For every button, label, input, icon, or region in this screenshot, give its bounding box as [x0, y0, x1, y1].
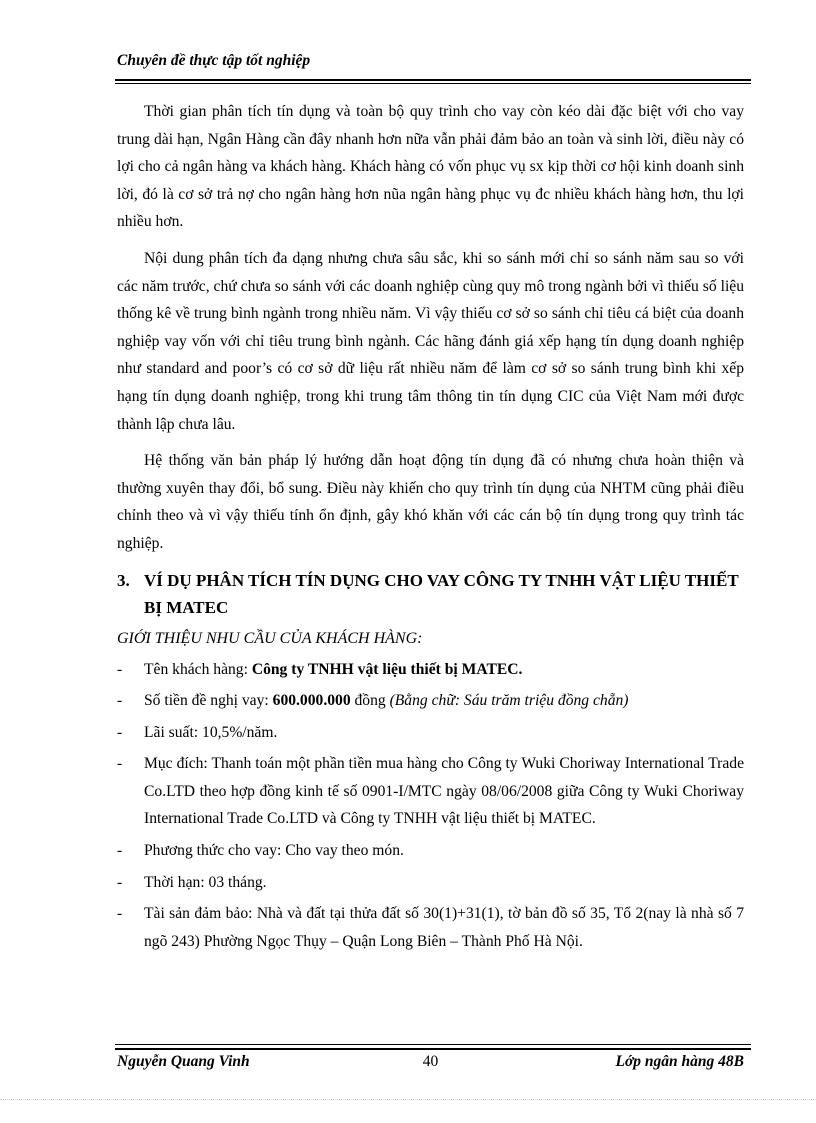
- page-number: 40: [422, 1053, 439, 1070]
- footer-rule: [115, 1048, 751, 1050]
- list-item-interest: [117, 719, 744, 747]
- amount-value: 600.000.000: [272, 692, 351, 710]
- list-dash: -: [117, 692, 123, 710]
- list-dash: -: [117, 723, 123, 741]
- list-dash: -: [117, 905, 123, 923]
- list-dash: -: [117, 755, 123, 773]
- page-break-line: [0, 1099, 816, 1100]
- list-item-collateral: [117, 900, 744, 955]
- list-item-purpose: [117, 750, 744, 833]
- footer-rule-thin: [115, 1044, 751, 1045]
- footer-author: Nguyễn Quang Vinh: [117, 1053, 250, 1070]
- list-item-amount: [117, 687, 744, 715]
- collateral: Tài sản đảm bảo: Nhà và đất tại thửa đất số 30(1)+31(1), tờ bản đồ số 35, Tổ 2(nay là nhà số 7 ngõ 243) Phường Ngọc Thụy – Quận Long Biên – Thành Phố Hà Nội.: [144, 905, 744, 950]
- list-item-method: [117, 837, 744, 865]
- amount-in-words: (Bằng chữ: Sáu trăm triệu đồng chẵn): [389, 692, 629, 710]
- customer-info-list: [117, 656, 744, 956]
- page-header: Chuyên đề thực tập tốt nghiệp: [117, 52, 311, 69]
- customer-name: Công ty TNHH vật liệu thiết bị MATEC.: [251, 660, 523, 678]
- footer-class: Lớp ngân hàng 48B: [615, 1053, 744, 1070]
- list-dash: -: [117, 842, 123, 860]
- list-item-term: [117, 869, 744, 897]
- list-item-customer: [117, 656, 744, 684]
- loan-term: Thời hạn: 03 tháng.: [144, 873, 267, 891]
- list-dash: -: [117, 660, 123, 678]
- interest-rate: Lãi suất: 10,5%/năm.: [144, 723, 278, 741]
- paragraph-analysis-content: Nội dung phân tích đa dạng nhưng chưa sâu sắc, khi so sánh mới chỉ so sánh năm sau so với các năm trước, chứ chưa so sánh với các doanh nghiệp cùng quy mô trong ngành bởi vì thiếu số liệu thống kê về trung bình ngành trong nhiều năm. Vì vậy thiếu cơ sở so sánh chỉ tiêu cá biệt của doanh nghiệp vay vốn với chỉ tiêu trung bình ngành. Các hãng đánh giá xếp hạng tín dụng doanh nghiệp như standard and poor’s có cơ sở dữ liệu rất nhiều năm để làm cơ sở so sánh trung bình khi xếp hạng tín dụng doanh nghiệp, trong khi trung tâm thông tin tín dụng CIC của Việt Nam mới được thành lập chưa lâu.: [117, 249, 744, 433]
- paragraph-credit-time: Thời gian phân tích tín dụng và toàn bộ quy trình cho vay còn kéo dài đặc biệt với cho vay trung dài hạn, Ngân Hàng cần đây nhanh hơn nữa vẫn phải đảm bảo an toàn và sinh lời, điều này có lợi cho cả ngân hàng va khách hàng. Khách hàng có vốn phục vụ sx kịp thời cơ hội kinh doanh sinh lời, đó là cơ sở trả nợ cho ngân hàng hơn nũa ngân hàng phục vụ đc nhiều khách hàng hơn, thu lợi nhiều hơn.: [117, 103, 744, 231]
- loan-method: Phương thức cho vay: Cho vay theo món.: [144, 842, 404, 860]
- header-rule-thin: [115, 83, 751, 84]
- loan-purpose: Mục đích: Thanh toán một phần tiền mua hàng cho Công ty Wuki Choriway International Trade Co.LTD theo hợp đồng kinh tế số 0901-I/MTC ngày 08/06/2008 giữa Công ty Wuki Choriway International Trade Co.LTD và Công ty TNHH vật liệu thiết bị MATEC.: [144, 755, 744, 828]
- section-number: 3.: [117, 570, 130, 590]
- customer-label: Tên khách hàng:: [144, 660, 252, 678]
- amount-label: Số tiền đề nghị vay:: [144, 692, 273, 710]
- paragraph-legal-system: Hệ thống văn bản pháp lý hướng dẫn hoạt động tín dụng đã có nhưng chưa hoàn thiện và thường xuyên thay đổi, bổ sung. Điều này khiến cho quy trình tín dụng của NHTM cũng phải điều chỉnh theo và vì vậy thiếu tính ổn định, gây khó khăn với các cán bộ tín dụng trong quy trình tác nghiệp.: [117, 452, 744, 552]
- amount-unit: đồng: [350, 692, 390, 710]
- section-heading: [117, 567, 744, 621]
- page-footer: [117, 1053, 744, 1079]
- page-content: [117, 98, 744, 959]
- section-title: VÍ DỤ PHÂN TÍCH TÍN DỤNG CHO VAY CÔNG TY TNHH VẬT LIỆU THIẾT BỊ MATEC: [144, 570, 739, 617]
- list-dash: -: [117, 873, 123, 891]
- header-rule: [115, 79, 751, 81]
- intro-heading: GIỚI THIỆU NHU CẦU CỦA KHÁCH HÀNG:: [117, 629, 423, 647]
